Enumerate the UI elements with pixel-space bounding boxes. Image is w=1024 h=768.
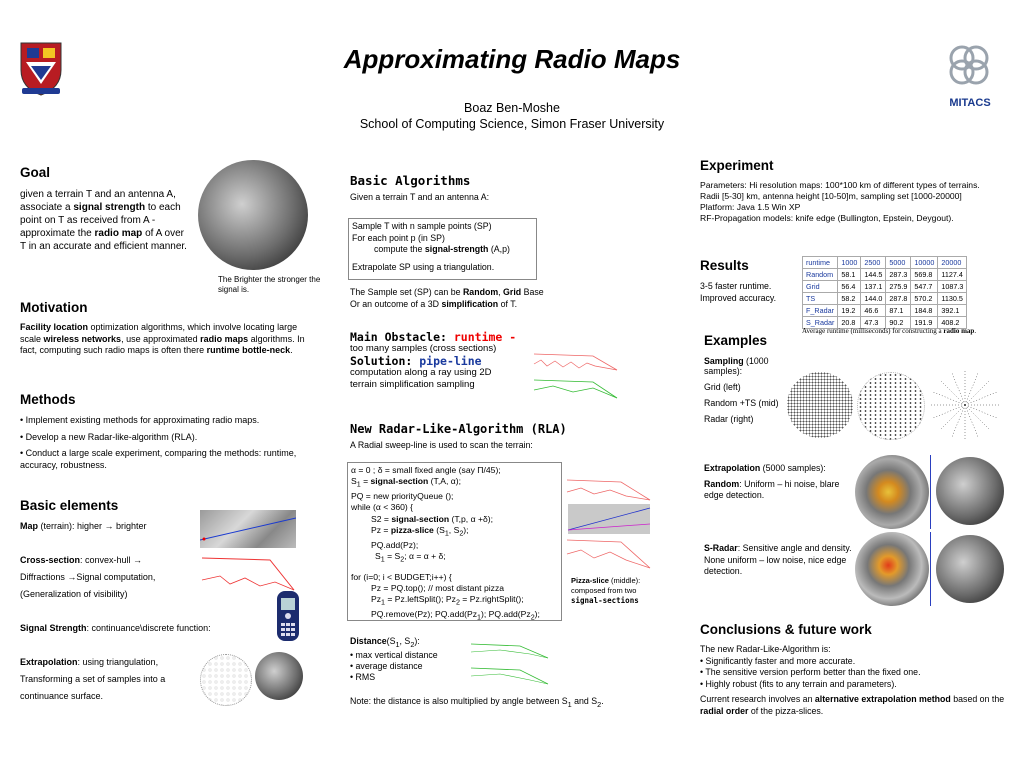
table-cell: runtime [803,257,838,269]
experiment-heading: Experiment [700,158,774,173]
main-obstacle-line: too many samples (cross sections) [350,343,497,354]
rla-section [350,422,600,452]
table-cell: 547.7 [911,281,938,293]
table-cell: 5000 [886,257,911,269]
code-line: PQ.remove(Pz); $PQ.add(Pz_1)$; $PQ.add(Pz_2)$; [371,609,540,622]
sradar-terrain-image [936,535,1004,603]
results-line: Improved accuracy. [700,293,777,303]
goal-text: given a terrain T and an antenna A, associate a signal strength to each point on T as received from A - approximate the radio map of A over T in an accurate and efficient manner. [20,189,187,252]
table-cell: S_Radar [803,317,838,329]
conclusions-item: • Highly robust (fits to any terrain and parameters). [700,678,897,689]
extrapolation-line-2: Transforming a set of samples into a [20,674,166,684]
distance-section: $Distance(S_1$, $S_2$): • max vertical distance • average distance • RMS [350,636,490,684]
map-image [200,510,296,548]
extrapolated-surface-image [255,652,303,700]
table-cell: F_Radar [803,305,838,317]
table-cell: 144.0 [861,293,886,305]
basic-algorithms-section [350,173,550,204]
table-cell: TS [803,293,838,305]
code-line: PQ = new priorityQueue (); [351,491,454,502]
conclusions-intro: The new Radar-Like-Algorithm is: [700,644,831,654]
examples-line: Radar (right) [704,414,754,424]
table-cell: 56.4 [838,281,861,293]
table-cell: 2500 [861,257,886,269]
table-row [803,281,967,293]
table-cell: 19.2 [838,305,861,317]
divider-line-2 [930,532,931,606]
table-cell: 569.8 [911,269,938,281]
basic-algorithms-intro: Given a terrain T and an antenna A: [350,192,490,202]
examples-line: Random +TS (mid) [704,398,779,408]
conclusions-heading: Conclusions & future work [700,622,872,637]
methods-item: • Implement existing methods for approximating radio maps. [20,415,260,425]
extrapolation-line: Extrapolation: using triangulation, [20,657,159,667]
solution-line: computation along a ray using 2D [350,367,492,378]
rla-heading: New Radar-Like-Algorithm (RLA) [350,422,567,436]
methods-item: • Conduct a large scale experiment, comparing the methods: runtime, accuracy, robustness. [20,448,297,470]
code-line: Pz = pizza-slice ($S_1$, $S_2$); [371,524,469,538]
sradar-extrapolation-image [855,532,929,606]
table-cell: 90.2 [886,317,911,329]
methods-section [20,392,300,471]
radar-sampling-image [930,370,1000,440]
distance-item: • RMS [350,672,376,683]
code-line: $Pz_1$ = Pz.leftSplit(); $Pz_2$ = Pz.rightSplit(); [371,594,524,607]
experiment-line: Parameters: Hi resolution maps: 100*100 km of different types of terrains. Radii [5-30] km, antenna height [10-50]m, sampling set [1000-20000] [700,180,980,201]
signal-strength-line: Signal Strength: continuance\discrete function: [20,623,211,633]
table-row [803,293,967,305]
basic-algorithm-box [348,218,537,280]
table-cell: 184.8 [911,305,938,317]
table-cell: 408.2 [938,317,967,329]
results-heading: Results [700,258,749,273]
table-cell: 10000 [911,257,938,269]
table-cell: 287.3 [886,269,911,281]
distance-plot [470,636,550,686]
map-line: Map (terrain): higher → brighter [20,521,147,531]
author-name: Boaz Ben-Moshe [464,101,560,115]
main-obstacle-section: Main Obstacle: runtime - too many samples (cross sections) Solution: pipe-line computation along a ray using 2D terrain simplification sampling [350,331,540,391]
code-line: PQ.add(Pz); [371,539,419,550]
sample-set-note: The Sample set (SP) can be Random, Grid Base Or an outcome of a 3D simplification of T. [350,287,544,309]
table-row [803,269,967,281]
conclusions-item: • The sensitive version perform better than the fixed one. [700,667,921,677]
motivation-heading: Motivation [20,300,88,315]
table-cell: 570.2 [911,293,938,305]
table-cell: Random [803,269,838,281]
code-line: $S_1$ = signal-section (T,A, α); [351,476,461,489]
table-cell: 46.6 [861,305,886,317]
basic-elements-heading: Basic elements [20,498,119,513]
table-row [803,305,967,317]
sradar-example: S-Radar: Sensitive angle and density. None uniform – low noise, nice edge detection. [704,543,852,576]
affiliation: School of Computing Science, Simon Fraser University [359,117,665,131]
runtime-table [802,256,967,329]
random-terrain-image [936,457,1004,525]
poster-title: Approximating Radio Maps [343,44,681,74]
methods-heading: Methods [20,392,76,407]
goal-heading: Goal [20,165,51,180]
solution-line: terrain simplification sampling [350,379,475,390]
conclusions-section [700,622,1010,717]
pizza-slice-caption: Pizza-slice (middle): composed from two signal-sections [571,576,641,605]
experiment-section [700,158,1000,224]
methods-item: • Develop a new Radar-like-algorithm (RLA). [20,431,198,442]
conclusions-item: • Significantly faster and more accurate. [700,655,856,666]
table-cell: 137.1 [861,281,886,293]
goal-section [20,165,190,253]
table-cell: Grid [803,281,838,293]
distance-note: Note: the distance is also multiplied by angle between $S_1$ and $S_2$. [350,696,604,709]
scatter-samples-image [200,654,252,706]
cross-line: Cross-section: convex-hull → [20,555,143,565]
table-cell: 20000 [938,257,967,269]
code-line: S2 = signal-section (T,p, α +δ); [371,513,493,524]
terrain-image [198,160,308,270]
basic-elements-section [20,498,211,701]
code-line: $S_1 = S_2$; α = α + δ; [375,550,446,564]
code-line: Pz = PQ.top(); // most distant pizza [371,582,505,593]
table-cell: 144.5 [861,269,886,281]
mitacs-logo [942,40,998,110]
algo-line: For each point p (in SP) [352,232,445,243]
table-cell: 47.3 [861,317,886,329]
extrapolation-example: Extrapolation (5000 samples): Random: Uniform – hi noise, blare edge detection. [704,463,840,500]
terrain-caption: The Brighter the stronger the signal is. [218,275,321,294]
code-line: α = 0 ; δ = small fixed angle (say Π/45); [351,465,501,475]
table-row [803,257,967,269]
motivation-section [20,300,310,357]
phone-image [276,590,300,642]
motivation-text: Facility location optimization algorithms, which involve locating large scale wireless networks, use approximated radio maps algorithms. In fact, computing such radio maps is often there runtime bottle-neck. [20,322,305,355]
examples-line: Grid (left) [704,382,741,392]
generalization-line: (Generalization of visibility) [20,589,128,599]
table-cell: 392.1 [938,305,967,317]
runtime-table-wrap [802,256,967,329]
table-cell: 1130.5 [938,293,967,305]
algo-line: Extrapolate SP using a triangulation. [352,261,495,272]
random-ts-sampling-image [857,372,925,440]
code-line: for (i=0; i < BUDGET;i++) { [351,571,452,582]
distance-item: • average distance [350,661,423,672]
table-caption: Average runtime (milliseconds) for constructing a radio map. [802,327,977,335]
author-block [0,100,1024,132]
table-cell: 287.8 [886,293,911,305]
table-cell: 191.9 [911,317,938,329]
sampling-line: Sampling (1000 samples): [704,356,769,376]
extrapolation-line-3: continuance surface. [20,691,104,701]
results-section [700,258,795,304]
results-line: 3-5 faster runtime. [700,281,772,291]
mitacs-text: MITACS [949,97,991,109]
examples-heading: Examples [704,333,768,348]
table-cell: 275.9 [886,281,911,293]
basic-algorithms-heading: Basic Algorithms [350,173,471,188]
cross-section-plot [200,550,296,592]
experiment-line: RF-Propagation models: knife edge (Bullington, Epstein, Deygout). [700,213,954,223]
rla-intro: A Radial sweep-line is used to scan the terrain: [350,440,533,450]
distance-item: • max vertical distance [350,649,438,660]
simplification-plot-top [533,348,619,372]
table-cell: 58.2 [838,293,861,305]
code-line: while (α < 360) { [351,502,414,513]
random-extrapolation-image [855,455,929,529]
algo-line: Sample T with n sample points (SP) [352,221,492,231]
divider-line-1 [930,455,931,529]
grid-sampling-image [787,372,853,438]
table-cell: 87.1 [886,305,911,317]
simplification-plot-bottom [533,376,619,400]
table-cell: 20.8 [838,317,861,329]
table-cell: 1000 [838,257,861,269]
pizza-slice-plot [566,470,652,572]
table-cell: 1127.4 [938,269,967,281]
table-cell: 1087.3 [938,281,967,293]
table-cell: 58.1 [838,269,861,281]
algo-line: compute the signal-strength (A,p) [374,244,510,254]
rla-code-box [347,462,562,621]
current-research: Current research involves an alternative extrapolation method based on the radial order of the pizza-slices. [700,694,1005,716]
diffractions-line: Diffractions →Signal computation, [20,572,156,582]
experiment-line: Platform: Java 1.5 Win XP [700,202,801,212]
